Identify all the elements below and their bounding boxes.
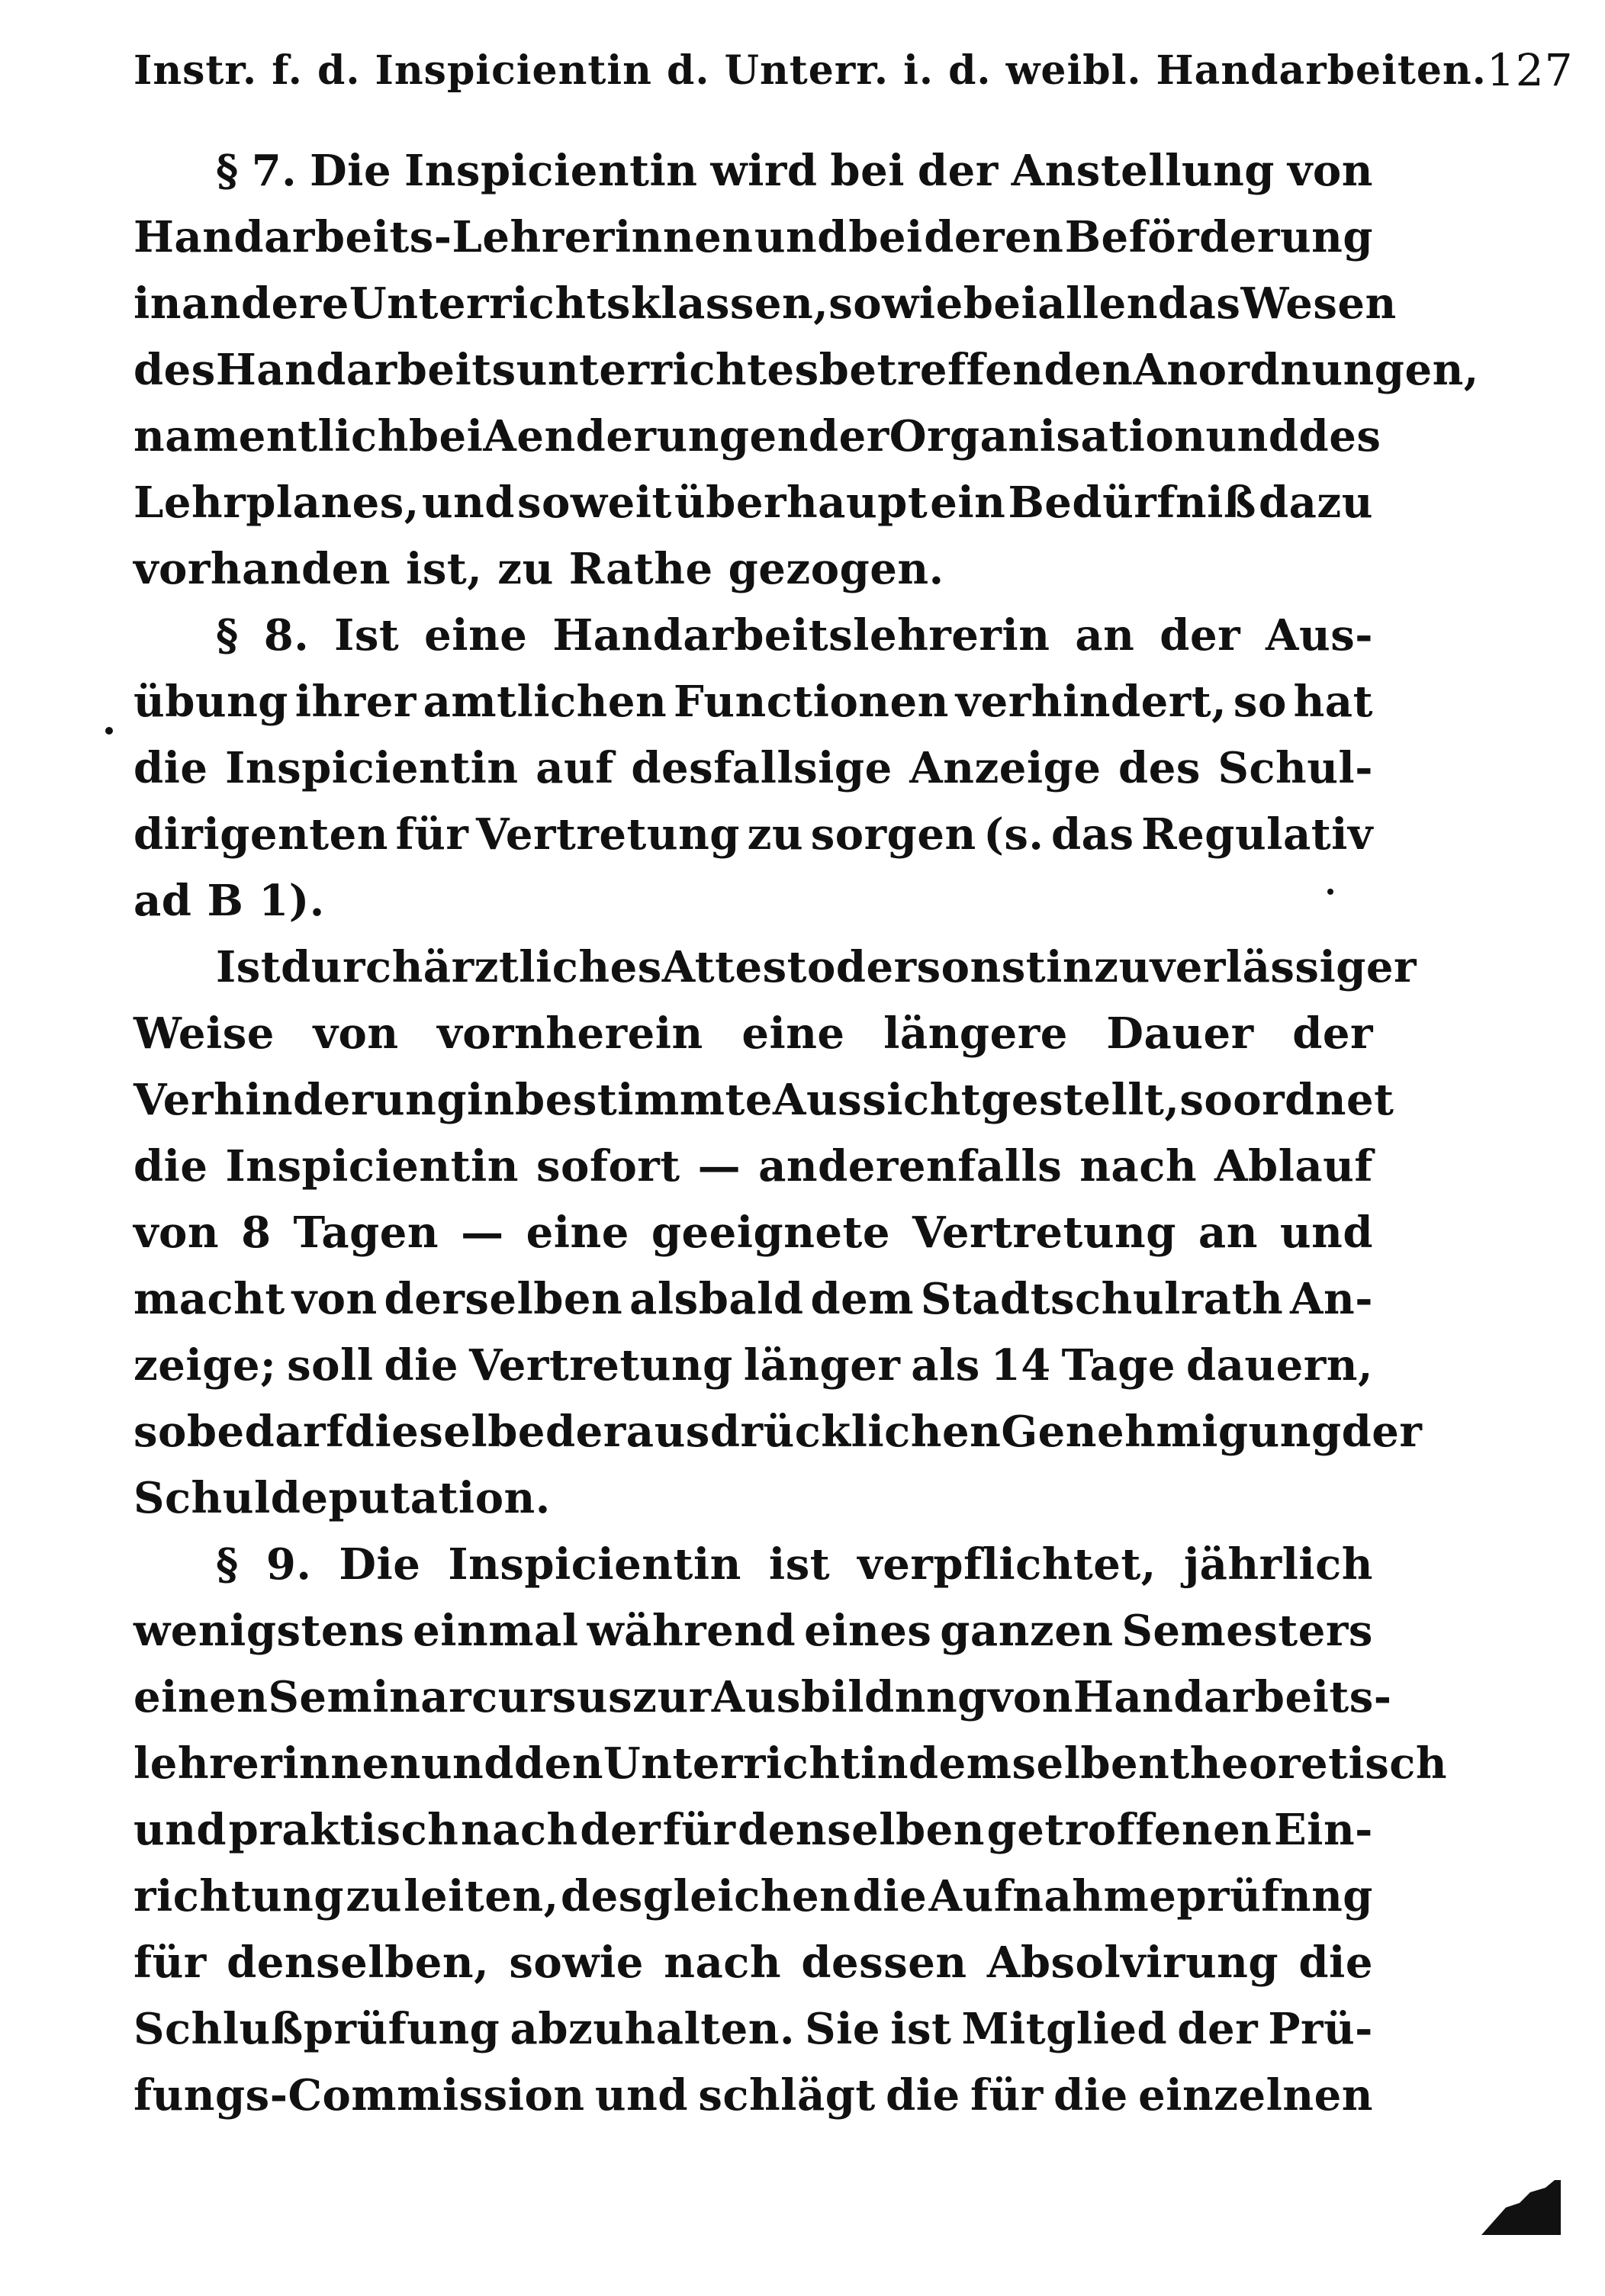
- word: Functionen: [674, 677, 949, 727]
- word: B: [207, 876, 259, 926]
- word: Schlußprüfung: [133, 2004, 500, 2054]
- word: auf: [536, 743, 614, 793]
- word: Rathe: [568, 544, 729, 594]
- word: alsbald: [629, 1274, 804, 1324]
- word: dieselbe: [344, 1407, 545, 1457]
- word: betreffenden: [819, 345, 1134, 395]
- word: die: [133, 743, 208, 793]
- word: Anordnungen,: [1133, 345, 1479, 395]
- word: Verhinderung: [133, 1075, 468, 1125]
- text-line: [133, 461, 1373, 528]
- text-line: [133, 528, 1373, 594]
- word: Aussicht: [773, 1075, 982, 1125]
- word: Anstellung: [1011, 146, 1275, 196]
- word: sowie: [828, 278, 963, 329]
- text-line: [133, 130, 1373, 196]
- word: längere: [883, 1008, 1068, 1059]
- word: 1).: [259, 876, 325, 926]
- word: Inspicientin: [225, 743, 519, 793]
- word: andere: [182, 278, 349, 329]
- word: an: [1075, 610, 1135, 661]
- word: bedarf: [186, 1407, 345, 1457]
- word: und: [1279, 1207, 1373, 1258]
- word: Prü-: [1268, 2004, 1373, 2054]
- word: verpflichtet,: [857, 1539, 1156, 1590]
- word: Vertretung: [912, 1207, 1176, 1258]
- word: §: [216, 146, 239, 196]
- word: demselben: [908, 1738, 1170, 1789]
- word: dirigenten: [133, 809, 388, 860]
- word: wenigstens: [133, 1606, 405, 1656]
- word: übung: [133, 677, 288, 727]
- word: allen: [1037, 278, 1158, 329]
- word: Handarbeitsunterrichtes: [215, 345, 819, 395]
- word: schlägt: [698, 2070, 876, 2121]
- word: ganzen: [940, 1606, 1114, 1656]
- word: des: [1298, 411, 1381, 461]
- text-line: [133, 1523, 1373, 1590]
- word: und: [1205, 411, 1299, 461]
- word: Unterrichtsklassen,: [349, 278, 829, 329]
- word: desgleichen: [560, 1871, 851, 1921]
- word: macht: [133, 1274, 285, 1324]
- word: Sie: [805, 2004, 880, 2054]
- word: Anzeige: [909, 743, 1102, 793]
- word: dessen: [801, 1937, 967, 1988]
- word: Attest: [661, 942, 807, 992]
- page-number: 127: [1486, 44, 1574, 96]
- word: von: [1287, 146, 1373, 196]
- word: soweit: [517, 478, 672, 528]
- word: zu: [747, 809, 804, 860]
- word: einen: [133, 1672, 269, 1722]
- word: denselben,: [227, 1937, 490, 1988]
- word: An-: [1290, 1274, 1373, 1324]
- word: sonst: [916, 942, 1047, 992]
- word: ist: [768, 1539, 831, 1590]
- word: und: [420, 1738, 514, 1789]
- word: verhindert,: [955, 677, 1227, 727]
- text-line: [133, 594, 1373, 661]
- text-line: [133, 793, 1373, 860]
- word: ad: [133, 876, 207, 926]
- text-line: [133, 926, 1417, 992]
- word: gestellt,: [981, 1075, 1180, 1125]
- word: bei: [408, 411, 484, 461]
- word: bei: [848, 212, 923, 262]
- word: und: [594, 2070, 688, 2121]
- word: zu: [346, 1871, 402, 1921]
- word: Handarbeitslehrerin: [552, 610, 1050, 661]
- text-line: [133, 1059, 1394, 1125]
- word: durch: [281, 942, 423, 992]
- word: der: [917, 146, 999, 196]
- word: Dauer: [1106, 1008, 1254, 1059]
- text-line: [133, 1258, 1373, 1324]
- text-line: [133, 1988, 1373, 2054]
- word: den: [513, 1738, 603, 1789]
- word: des: [1118, 743, 1201, 793]
- word: sofort: [536, 1141, 680, 1191]
- word: Unterricht: [603, 1738, 860, 1789]
- word: Beförderung: [1064, 212, 1373, 262]
- word: ordnet: [1233, 1075, 1394, 1125]
- word: wird: [710, 146, 818, 196]
- word: ist,: [406, 544, 498, 594]
- word: Aenderungen: [483, 411, 809, 461]
- word: Inspicientin: [404, 146, 698, 196]
- word: fungs-Commission: [133, 2070, 585, 2121]
- word: §: [216, 1539, 239, 1590]
- word: für: [662, 1805, 736, 1855]
- word: die: [1298, 1937, 1373, 1988]
- text-line: [133, 196, 1373, 262]
- word: Genehmigung: [1001, 1407, 1342, 1457]
- word: eines: [804, 1606, 932, 1656]
- word: anderenfalls: [758, 1141, 1063, 1191]
- word: 9.: [265, 1539, 312, 1590]
- word: Tagen: [293, 1207, 439, 1258]
- word: leiten,: [404, 1871, 559, 1921]
- word: nach: [460, 1805, 578, 1855]
- word: zeige;: [133, 1340, 277, 1391]
- page-corner-mark: [1475, 2150, 1567, 2241]
- text-line: [133, 1590, 1373, 1656]
- word: nach: [664, 1937, 782, 1988]
- word: und: [133, 1805, 227, 1855]
- text-line: [133, 992, 1373, 1059]
- running-head: [133, 40, 1574, 101]
- word: die: [384, 1340, 459, 1391]
- word: zur: [632, 1672, 712, 1722]
- word: die: [1053, 2070, 1128, 2121]
- text-line: [133, 1656, 1392, 1722]
- word: soll: [287, 1340, 374, 1391]
- word: abzuhalten.: [510, 2004, 795, 2054]
- word: —: [697, 1141, 741, 1191]
- word: bei: [963, 278, 1038, 329]
- word: gezogen.: [728, 544, 944, 594]
- word: einmal: [413, 1606, 579, 1656]
- word: der: [545, 1407, 626, 1457]
- word: vornherein: [437, 1008, 703, 1059]
- text-line: [133, 329, 1479, 395]
- text-line: [133, 860, 1373, 926]
- word: amtlichen: [423, 677, 667, 727]
- text-line: [133, 2054, 1373, 2121]
- word: Aufnahmeprüfnng: [928, 1871, 1373, 1921]
- word: zuverlässiger: [1094, 942, 1417, 992]
- word: Wesen: [1240, 278, 1397, 329]
- word: der: [808, 411, 889, 461]
- word: deren: [924, 212, 1064, 262]
- word: Bedürfniß: [1008, 478, 1256, 528]
- word: die: [852, 1871, 928, 1921]
- word: und: [754, 212, 848, 262]
- word: Aus-: [1266, 610, 1373, 661]
- word: von: [133, 1207, 220, 1258]
- word: für: [970, 2070, 1044, 2121]
- word: die: [886, 2070, 960, 2121]
- word: Schuldeputation.: [133, 1473, 551, 1523]
- word: 8.: [263, 610, 310, 661]
- word: eine: [424, 610, 528, 661]
- word: theoretisch: [1169, 1738, 1448, 1789]
- word: Weise: [133, 1008, 275, 1059]
- word: Seminarcursus: [268, 1672, 633, 1722]
- word: oder: [807, 942, 917, 992]
- word: ausdrücklichen: [626, 1407, 1002, 1457]
- word: richtung: [133, 1871, 345, 1921]
- word: Mitglied: [961, 2004, 1168, 2054]
- text-line: [133, 1324, 1373, 1391]
- word: bei: [830, 146, 905, 196]
- text-line: [133, 262, 1397, 329]
- word: ihrer: [294, 677, 417, 727]
- word: hat: [1293, 677, 1373, 727]
- word: so: [1179, 1075, 1234, 1125]
- word: sowie: [509, 1937, 644, 1988]
- word: Ein-: [1274, 1805, 1373, 1855]
- word: geeignete: [651, 1207, 891, 1258]
- word: Inspicientin: [448, 1539, 741, 1590]
- word: Ist: [216, 942, 281, 992]
- word: des: [133, 345, 216, 395]
- word: namentlich: [133, 411, 409, 461]
- word: Die: [310, 146, 392, 196]
- word: für: [395, 809, 469, 860]
- word: Tage: [1061, 1340, 1176, 1391]
- word: Vertretung: [476, 809, 740, 860]
- word: Ausbildnng: [711, 1672, 988, 1722]
- text-line: [133, 727, 1373, 793]
- word: das: [1157, 278, 1241, 329]
- word: 8: [241, 1207, 272, 1258]
- word: eine: [741, 1008, 845, 1059]
- text-line: [133, 395, 1381, 461]
- word: bestimmte: [515, 1075, 773, 1125]
- word: der: [1292, 1008, 1373, 1059]
- text-line: [133, 1789, 1373, 1855]
- word: die: [133, 1141, 208, 1191]
- word: Organisation: [889, 411, 1206, 461]
- word: vorhanden: [133, 544, 407, 594]
- word: in: [1046, 942, 1095, 992]
- word: Absolvirung: [986, 1937, 1279, 1988]
- word: so: [133, 1407, 187, 1457]
- word: und: [421, 478, 515, 528]
- word: das: [1051, 809, 1134, 860]
- word: getroffenen: [986, 1805, 1272, 1855]
- word: Regulativ: [1141, 809, 1373, 860]
- word: Handarbeits-: [1073, 1672, 1392, 1722]
- word: lehrerinnen: [133, 1738, 421, 1789]
- word: der: [580, 1805, 661, 1855]
- word: dazu: [1258, 478, 1373, 528]
- word: Ablauf: [1214, 1141, 1373, 1191]
- word: ein: [930, 478, 1006, 528]
- stray-ink-dot: [1327, 889, 1333, 895]
- word: Ist: [334, 610, 400, 661]
- word: Handarbeits-Lehrerinnen: [133, 212, 754, 262]
- word: Stadtschulrath: [920, 1274, 1284, 1324]
- word: —: [461, 1207, 504, 1258]
- word: Schul-: [1217, 743, 1373, 793]
- word: länger: [743, 1340, 901, 1391]
- running-head-title: Instr. f. d. Inspicientin d. Unterr. i. d. weibl. Handarbeiten.: [133, 47, 1487, 94]
- word: Semesters: [1121, 1606, 1373, 1656]
- body-text: [133, 130, 1479, 2121]
- word: so: [1233, 677, 1287, 727]
- word: überhaupt: [674, 478, 928, 528]
- word: von: [291, 1274, 378, 1324]
- word: derselben: [384, 1274, 623, 1324]
- word: der: [1177, 2004, 1259, 2054]
- text-line: [133, 1855, 1373, 1921]
- word: (s.: [983, 809, 1044, 860]
- word: während: [587, 1606, 796, 1656]
- word: an: [1198, 1207, 1258, 1258]
- word: von: [313, 1008, 399, 1059]
- word: von: [987, 1672, 1073, 1722]
- word: Inspicientin: [225, 1141, 519, 1191]
- word: jährlich: [1183, 1539, 1373, 1590]
- word: Die: [339, 1539, 421, 1590]
- word: in: [133, 278, 182, 329]
- word: in: [467, 1075, 516, 1125]
- word: für: [133, 1937, 207, 1988]
- word: Lehrplanes,: [133, 478, 420, 528]
- word: ärztliches: [423, 942, 662, 992]
- word: desfallsige: [631, 743, 893, 793]
- word: dem: [810, 1274, 914, 1324]
- word: zu: [497, 544, 569, 594]
- word: der: [1160, 610, 1241, 661]
- text-line: [133, 1391, 1423, 1457]
- text-line: [133, 661, 1373, 727]
- text-line: [133, 1457, 1373, 1523]
- word: der: [1341, 1407, 1423, 1457]
- word: eine: [526, 1207, 629, 1258]
- text-line: [133, 1921, 1373, 1988]
- word: §: [216, 610, 239, 661]
- word: 7.: [251, 146, 298, 196]
- word: dauern,: [1185, 1340, 1373, 1391]
- word: in: [860, 1738, 909, 1789]
- text-line: [133, 1125, 1373, 1191]
- text-line: [133, 1722, 1448, 1789]
- word: sorgen: [810, 809, 976, 860]
- word: als: [911, 1340, 980, 1391]
- word: einzelnen: [1138, 2070, 1373, 2121]
- word: 14: [990, 1340, 1051, 1391]
- stray-ink-dot: [105, 727, 113, 735]
- word: nach: [1079, 1141, 1198, 1191]
- word: Vertretung: [468, 1340, 733, 1391]
- word: ist: [890, 2004, 952, 2054]
- word: praktisch: [228, 1805, 459, 1855]
- text-line: [133, 1191, 1373, 1258]
- word: denselben: [738, 1805, 985, 1855]
